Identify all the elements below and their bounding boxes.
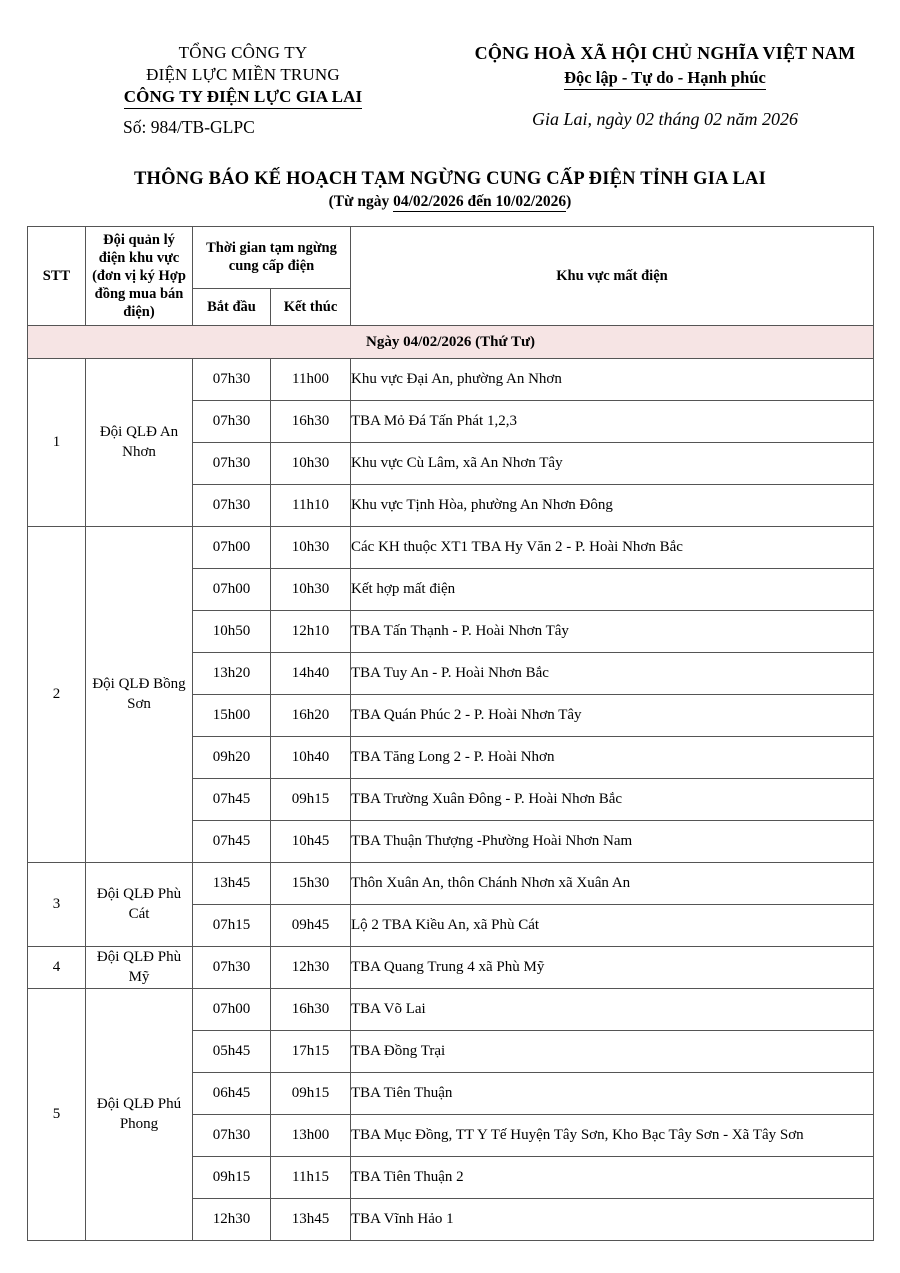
cell-area: Khu vực Tịnh Hòa, phường An Nhơn Đông [351,485,874,527]
table-row [28,947,874,989]
cell-start-time: 13h45 [193,863,271,905]
cell-area: Kết hợp mất điện [351,569,874,611]
cell-end-time: 09h15 [271,1073,351,1115]
cell-start-time: 12h30 [193,1199,271,1241]
subtitle-suffix: ) [566,192,572,210]
col-header-time-group: Thời gian tạm ngừng cung cấp điện [193,226,351,288]
issuing-organization-block [28,42,458,139]
cell-start-time: 09h15 [193,1157,271,1199]
cell-area: TBA Tấn Thạnh - P. Hoài Nhơn Tây [351,611,874,653]
subtitle-prefix: (Từ ngày [328,192,394,210]
cell-end-time: 13h00 [271,1115,351,1157]
cell-start-time: 07h30 [193,359,271,401]
cell-area: TBA Mỏ Đá Tấn Phát 1,2,3 [351,401,874,443]
cell-team: Đội QLĐ Phù Cát [86,863,193,947]
cell-start-time: 07h00 [193,989,271,1031]
cell-end-time: 09h45 [271,905,351,947]
table-row [28,989,874,1031]
cell-start-time: 15h00 [193,695,271,737]
col-header-end: Kết thúc [271,288,351,325]
cell-team: Đội QLĐ An Nhơn [86,359,193,527]
national-title: CỘNG HOÀ XÃ HỘI CHỦ NGHĨA VIỆT NAM [474,43,856,63]
cell-end-time: 15h30 [271,863,351,905]
document-number: Số: 984/TB-GLPC [123,117,255,138]
cell-area: TBA Thuận Thượng -Phường Hoài Nhơn Nam [351,821,874,863]
cell-start-time: 06h45 [193,1073,271,1115]
page-subtitle [0,193,900,211]
cell-end-time: 10h45 [271,821,351,863]
cell-end-time: 16h30 [271,989,351,1031]
table-header-row-1 [28,226,874,288]
cell-area: TBA Tiên Thuận 2 [351,1157,874,1199]
cell-area: Các KH thuộc XT1 TBA Hy Văn 2 - P. Hoài Nhơn Bắc [351,527,874,569]
cell-area: Khu vực Đại An, phường An Nhơn [351,359,874,401]
org-name: CÔNG TY ĐIỆN LỰC GIA LAI [124,86,362,110]
col-header-area: Khu vực mất điện [351,226,874,326]
outage-table-container [0,226,900,1242]
table-row [28,527,874,569]
cell-stt: 4 [28,947,86,989]
cell-end-time: 16h30 [271,401,351,443]
cell-team: Đội QLĐ Phú Phong [86,989,193,1241]
cell-start-time: 07h30 [193,947,271,989]
cell-end-time: 16h20 [271,695,351,737]
day-banner-label: Ngày 04/02/2026 (Thứ Tư) [28,326,874,359]
org-parent-line1: TỔNG CÔNG TY [178,43,308,62]
col-header-start: Bắt đầu [193,288,271,325]
col-header-team: Đội quản lý điện khu vực (đơn vị ký Hợp đồng mua bán điện) [86,226,193,326]
day-banner-row [28,326,874,359]
cell-end-time: 11h15 [271,1157,351,1199]
cell-area: TBA Tiên Thuận [351,1073,874,1115]
cell-end-time: 10h30 [271,527,351,569]
cell-area: TBA Trường Xuân Đông - P. Hoài Nhơn Bắc [351,779,874,821]
col-header-stt: STT [28,226,86,326]
cell-area: Khu vực Cù Lâm, xã An Nhơn Tây [351,443,874,485]
cell-stt: 2 [28,527,86,863]
cell-area: TBA Mục Đồng, TT Y Tế Huyện Tây Sơn, Kho Bạc Tây Sơn - Xã Tây Sơn [351,1115,874,1157]
document-title-block [0,169,900,211]
cell-start-time: 07h30 [193,485,271,527]
cell-start-time: 07h00 [193,569,271,611]
cell-end-time: 10h30 [271,569,351,611]
cell-area: TBA Tuy An - P. Hoài Nhơn Bắc [351,653,874,695]
cell-start-time: 07h45 [193,821,271,863]
cell-start-time: 07h15 [193,905,271,947]
org-parent-line2: ĐIỆN LỰC MIỀN TRUNG [146,64,340,84]
cell-start-time: 07h30 [193,443,271,485]
cell-team: Đội QLĐ Phù Mỹ [86,947,193,989]
cell-end-time: 11h00 [271,359,351,401]
outage-schedule-table [27,226,874,1242]
cell-start-time: 07h45 [193,779,271,821]
cell-start-time: 10h50 [193,611,271,653]
cell-end-time: 10h30 [271,443,351,485]
cell-area: TBA Tăng Long 2 - P. Hoài Nhơn [351,737,874,779]
table-body [28,326,874,1241]
cell-area: Lộ 2 TBA Kiều An, xã Phù Cát [351,905,874,947]
cell-end-time: 14h40 [271,653,351,695]
cell-start-time: 07h00 [193,527,271,569]
cell-start-time: 05h45 [193,1031,271,1073]
cell-end-time: 09h15 [271,779,351,821]
national-heading-block [458,42,872,139]
cell-end-time: 13h45 [271,1199,351,1241]
cell-start-time: 07h30 [193,1115,271,1157]
table-head [28,226,874,326]
cell-stt: 5 [28,989,86,1241]
cell-start-time: 07h30 [193,401,271,443]
cell-end-time: 17h15 [271,1031,351,1073]
national-motto: Độc lập - Tự do - Hạnh phúc [564,67,766,90]
place-and-date: Gia Lai, ngày 02 tháng 02 năm 2026 [531,109,798,130]
cell-start-time: 09h20 [193,737,271,779]
cell-team: Đội QLĐ Bồng Sơn [86,527,193,863]
cell-area: TBA Vĩnh Hảo 1 [351,1199,874,1241]
cell-area: TBA Võ Lai [351,989,874,1031]
cell-end-time: 11h10 [271,485,351,527]
page-title: THÔNG BÁO KẾ HOẠCH TẠM NGỪNG CUNG CẤP ĐIỆN TỈNH GIA LAI [133,168,766,189]
cell-end-time: 12h30 [271,947,351,989]
cell-area: Thôn Xuân An, thôn Chánh Nhơn xã Xuân An [351,863,874,905]
table-row [28,863,874,905]
cell-stt: 3 [28,863,86,947]
subtitle-date-range: 04/02/2026 đến 10/02/2026 [393,192,567,210]
cell-area: TBA Đồng Trại [351,1031,874,1073]
cell-end-time: 10h40 [271,737,351,779]
document-header [0,0,900,139]
cell-area: TBA Quán Phúc 2 - P. Hoài Nhơn Tây [351,695,874,737]
cell-start-time: 13h20 [193,653,271,695]
cell-stt: 1 [28,359,86,527]
cell-end-time: 12h10 [271,611,351,653]
table-row [28,359,874,401]
cell-area: TBA Quang Trung 4 xã Phù Mỹ [351,947,874,989]
